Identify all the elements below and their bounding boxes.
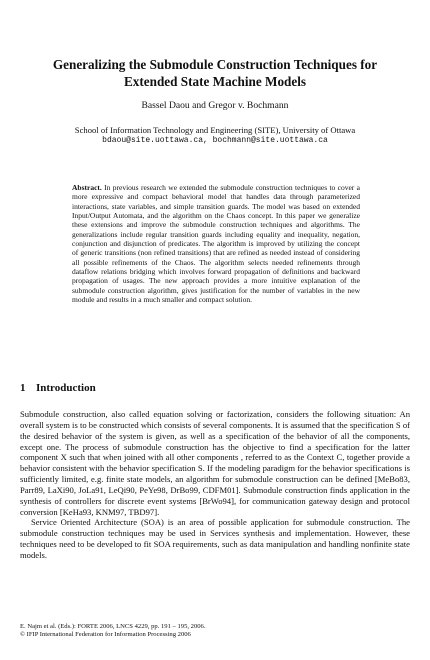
paper-authors: Bassel Daou and Gregor v. Bochmann xyxy=(141,100,289,111)
body-paragraph-2: Service Oriented Architecture (SOA) is an area of possible application for submodule construction. The submodule construction techniques may be used in Services synthesis and implementation. However, these techniques need to be developed to fit SOA requirements, such as data manipulation and handling nonfinite state models. xyxy=(20,517,410,560)
body-paragraph-1: Submodule construction, also called equation solving or factorization, considers the following situation: An overall system is to be constructed which consists of several components. It is assumed that the specification S of the desired behavior of the system is given, as well as a specification of the behavior of all the components, except one. The process of submodule construction has the objective to find a specification for the latter component X such that when joined with all other components , referred to as the Context C, together provide a behavior consistent with the behavior specification S. If the modeling paradigm for the behavior specifications is sufficiently limited, e.g. finite state models, an algorithm for submodule construction can be defined [MeBo83, Parr89, LaXi90, JoLa91, LeQi90, PeYe98, DrBo99, CDFM01]. Submodule construction finds application in the synthesis of controllers for discrete event systems [BrWo94], for communication gateway design and protocol conversion [KeHa93, KNM97, TBD97]. xyxy=(20,409,410,517)
section-body xyxy=(20,409,410,561)
section-number: 1 xyxy=(20,382,26,394)
title-line-1: Generalizing the Submodule Construction Techniques for xyxy=(52,57,378,72)
publication-footer xyxy=(20,623,410,640)
abstract xyxy=(72,183,360,304)
footer-citation: E. Najm et al. (Eds.): FORTE 2006, LNCS 4229, pp. 191 – 195, 2006. xyxy=(20,623,206,630)
paper-title xyxy=(20,56,410,90)
footer-copyright: © IFIP International Federation for Information Processing 2006 xyxy=(20,631,191,639)
author-affiliation xyxy=(20,125,410,146)
section-heading xyxy=(20,382,410,395)
abstract-text: In previous research we extended the submodule construction techniques to cover a more expressive and compact behavioral model that handles data through parameterized interactions, state variables, and simple transition guards. The model was based on extended Input/Output Automata, and the algorithm on the Chaos concept. In this paper we generalize these extensions and improve the submodule construction techniques and algorithms. The generalizations include regular transition guards including equality and inequality, negation, conjunction and disjunction of predicates. The algorithm is improved by utilizing the concept of generic transitions (non refined transitions) that are refined as needed instead of considering all possible refinements of the Chaos. The algorithm selects needed refinements through dataflow relations bridging which involves forward propagation of definitions and backward propagation of usages. The new approach provides a more intuitive explanation of the submodule construction algorithm, gives justification for the number of variables in the new module and results in a much smaller and compact solution. xyxy=(72,183,360,305)
abstract-label: Abstract. xyxy=(72,183,102,192)
affiliation-text: School of Information Technology and Engineering (SITE), University of Ottawa xyxy=(74,125,356,135)
author-emails: bdaou@site.uottawa.ca, bochmann@site.uottawa.ca xyxy=(102,135,328,145)
title-line-2: Extended State Machine Models xyxy=(123,74,307,89)
section-title: Introduction xyxy=(36,382,96,394)
